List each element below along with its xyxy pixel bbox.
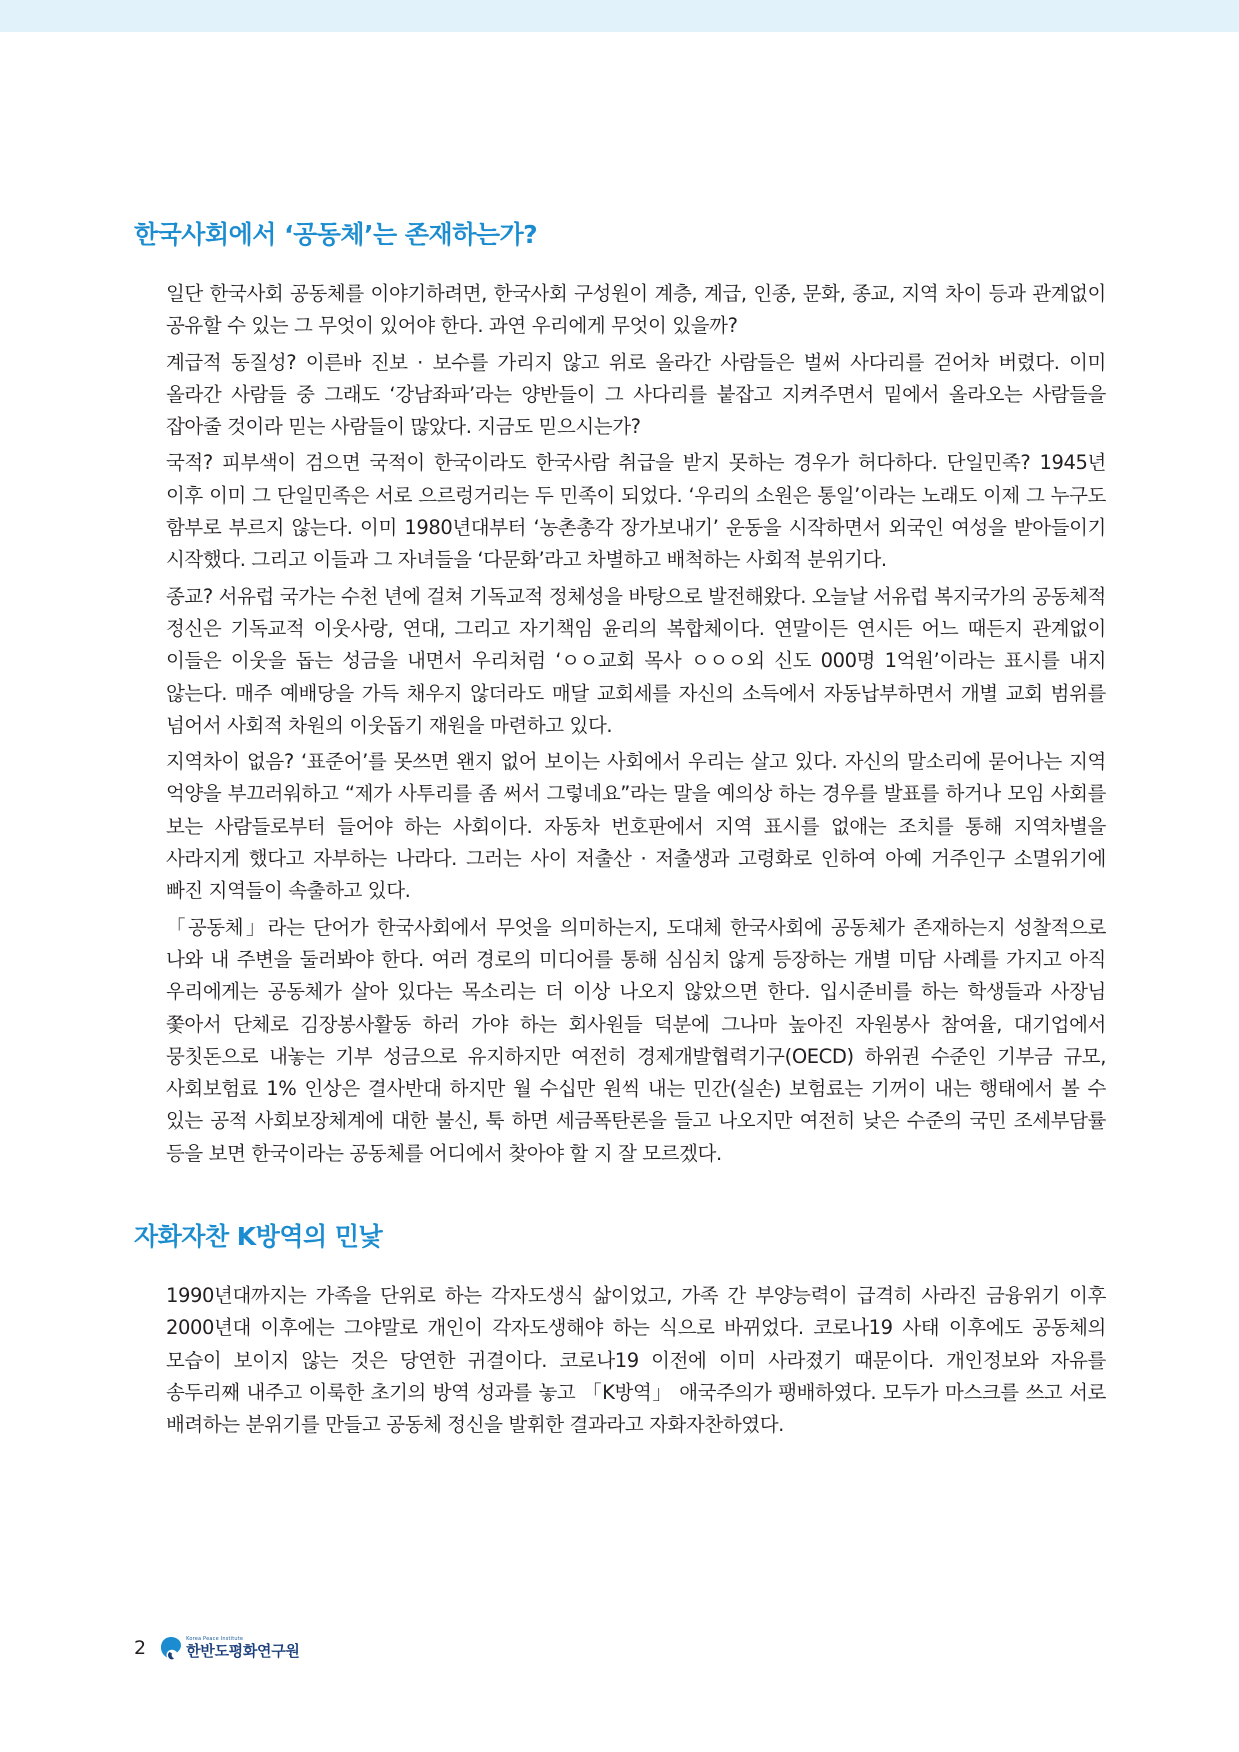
section-community	[134, 218, 1106, 1170]
section-body	[134, 1280, 1106, 1441]
logo-english-name: Korea Peace Institute	[186, 1636, 244, 1642]
paragraph: 종교? 서유럽 국가는 수천 년에 걸쳐 기독교적 정체성을 바탕으로 발전해왔다. 오늘날 서유럽 복지국가의 공동체적 정신은 기독교적 이웃사랑, 연대, 그리고 자기책임 윤리의 복합체이다. 연말이든 연시든 어느 때든지 관계없이 이들은 이웃을 돕는 성금을 내면서 우리처럼 ‘ㅇㅇ교회 목사 ㅇㅇㅇ외 신도 000명 1억원’이라는 표시를 내지 않는다. 매주 예배당을 가득 채우지 않더라도 매달 교회세를 자신의 소득에서 자동납부하면서 개별 교회 범위를 넘어서 사회적 차원의 이웃돕기 재원을 마련하고 있다.	[166, 584, 1106, 737]
paragraph: 계급적 동질성? 이른바 진보 · 보수를 가리지 않고 위로 올라간 사람들은 벌써 사다리를 걷어차 버렸다. 이미 올라간 사람들 중 그래도 ‘강남좌파’라는 양반들이 그 사다리를 붙잡고 지켜주면서 밑에서 올라오는 사람들을 잡아줄 것이라 믿는 사람들이 많았다. 지금도 믿으시는가?	[166, 350, 1106, 439]
logo-text-group	[186, 1637, 300, 1659]
section-k-quarantine	[134, 1220, 1106, 1441]
institute-logo	[160, 1636, 300, 1660]
paragraph: 국적? 피부색이 검으면 국적이 한국이라도 한국사람 취급을 받지 못하는 경우가 허다하다. 단일민족? 1945년 이후 이미 그 단일민족은 서로 으르렁거리는 두 민족이 되었다. ‘우리의 소원은 통일’이라는 노래도 이제 그 누구도 함부로 부르지 않는다. 이미 1980년대부터 ‘농촌총각 장가보내기’ 운동을 시작하면서 외국인 여성을 받아들이기 시작했다. 그리고 이들과 그 자녀들을 ‘다문화’라고 차별하고 배척하는 사회적 분위기다.	[166, 451, 1106, 572]
korean-peninsula-logo-icon	[160, 1636, 182, 1660]
paragraph: 일단 한국사회 공동체를 이야기하려면, 한국사회 구성원이 계층, 계급, 인종, 문화, 종교, 지역 차이 등과 관계없이 공유할 수 있는 그 무엇이 있어야 한다. 과연 우리에게 무엇이 있을까?	[166, 282, 1106, 338]
document-content	[134, 218, 1106, 1446]
section-title: 한국사회에서 ‘공동체’는 존재하는가?	[134, 220, 538, 249]
top-band	[0, 0, 1239, 32]
section-gap	[134, 1174, 1106, 1220]
paragraph: 「공동체」라는 단어가 한국사회에서 무엇을 의미하는지, 도대체 한국사회에 공동체가 존재하는지 성찰적으로 나와 내 주변을 둘러봐야 한다. 여러 경로의 미디어를 통해 심심치 않게 등장하는 개별 미담 사례를 가지고 아직 우리에게는 공동체가 살아 있다는 목소리는 더 이상 나오지 않았으면 한다. 입시준비를 하는 학생들과 사장님 쫓아서 단체로 김장봉사활동 하러 가야 하는 회사원들 덕분에 그나마 높아진 자원봉사 참여율, 대기업에서 뭉칫돈으로 내놓는 기부 성금으로 유지하지만 여전히 경제개발협력기구(OECD) 하위권 수준인 기부금 규모, 사회보험료 1% 인상은 결사반대 하지만 월 수십만 원씩 내는 민간(실손) 보험료는 기꺼이 내는 행태에서 볼 수 있는 공적 사회보장체계에 대한 불신, 툭 하면 세금폭탄론을 들고 나오지만 여전히 낮은 수준의 국민 조세부담률 등을 보면 한국이라는 공동체를 어디에서 찾아야 할 지 잘 모르겠다.	[166, 915, 1106, 1165]
section-title: 자화자찬 K방역의 민낯	[134, 1222, 383, 1252]
page-number: 2	[134, 1637, 147, 1659]
page-footer	[134, 1636, 300, 1660]
paragraph: 지역차이 없음? ‘표준어’를 못쓰면 왠지 없어 보이는 사회에서 우리는 살고 있다. 자신의 말소리에 묻어나는 지역 억양을 부끄러워하고 “제가 사투리를 좀 써서 그렇네요”라는 말을 예의상 하는 경우를 발표를 하거나 모임 사회를 보는 사람들로부터 들어야 하는 사회이다. 자동차 번호판에서 지역 표시를 없애는 조치를 통해 지역차별을 사라지게 했다고 자부하는 나라다. 그러는 사이 저출산 · 저출생과 고령화로 인하여 아예 거주인구 소멸위기에 빠진 지역들이 속출하고 있다.	[166, 750, 1106, 903]
logo-korean-name: 한반도평화연구원	[186, 1642, 300, 1660]
section-body	[134, 278, 1106, 1170]
paragraph: 1990년대까지는 가족을 단위로 하는 각자도생식 삶이었고, 가족 간 부양능력이 급격히 사라진 금융위기 이후 2000년대 이후에는 그야말로 개인이 각자도생해야 하는 식으로 바뀌었다. 코로나19 사태 이후에도 공동체의 모습이 보이지 않는 것은 당연한 귀결이다. 코로나19 이전에 이미 사라졌기 때문이다. 개인정보와 자유를 송두리째 내주고 이룩한 초기의 방역 성과를 놓고 「K방역」 애국주의가 팽배하였다. 모두가 마스크를 쓰고 서로 배려하는 분위기를 만들고 공동체 정신을 발휘한 결과라고 자화자찬하였다.	[166, 1284, 1106, 1437]
